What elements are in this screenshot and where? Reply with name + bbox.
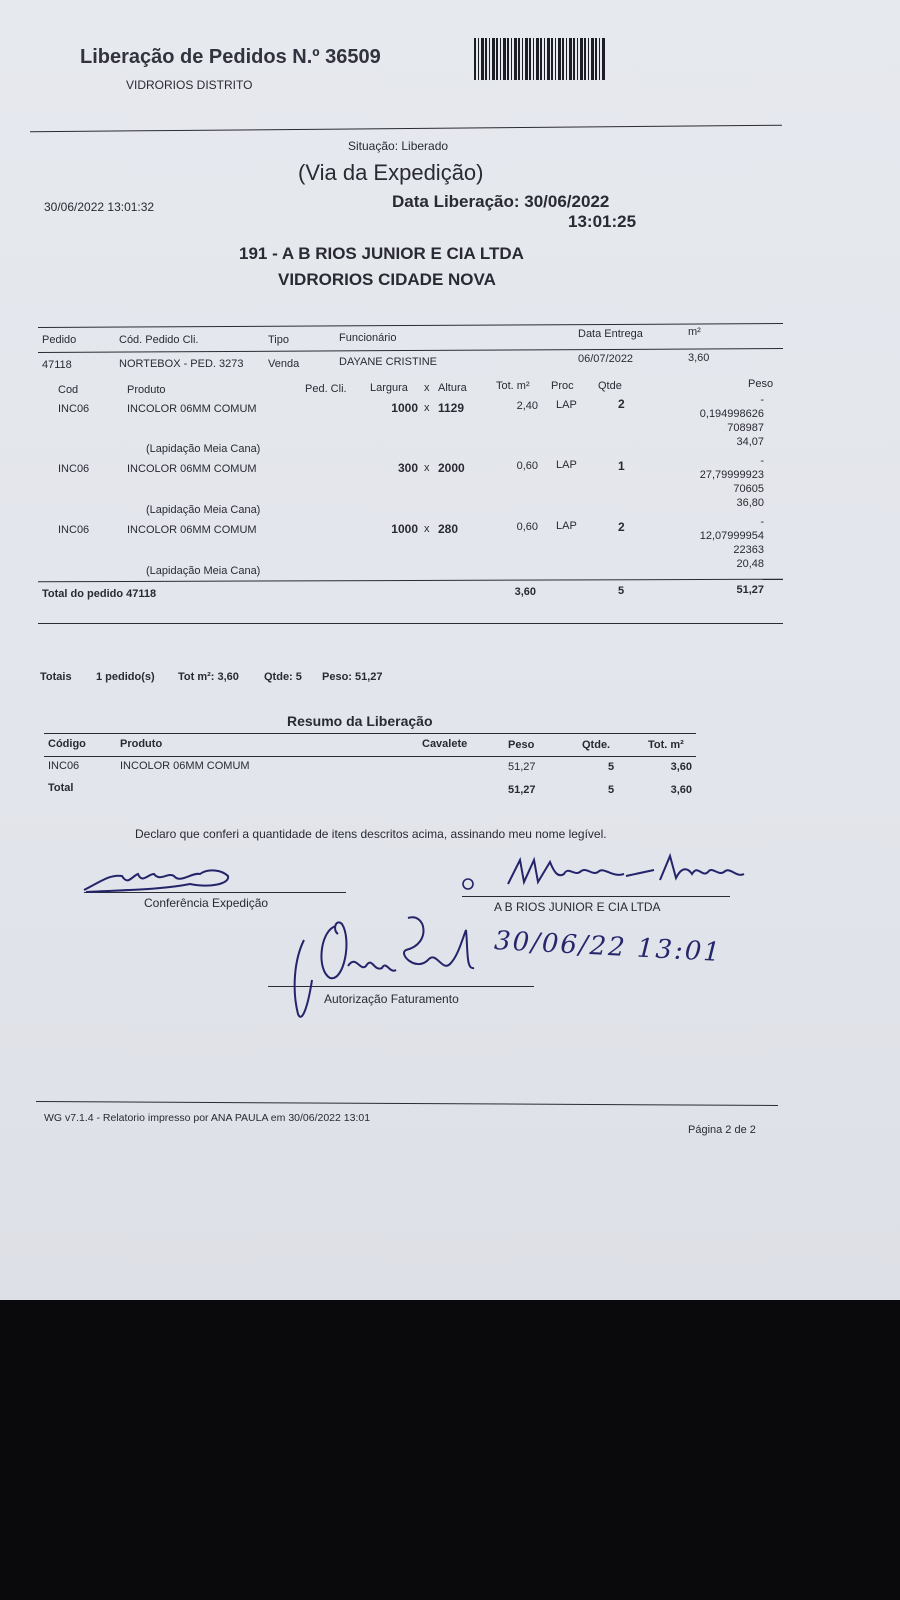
- items-col-produto: Produto: [127, 384, 166, 396]
- item-1-peso-dash: -: [760, 394, 764, 406]
- resumo-total-qtde: 5: [608, 784, 615, 796]
- item-1-qtde: 2: [618, 397, 625, 411]
- item-1-produto: INCOLOR 06MM COMUM: [127, 403, 257, 415]
- item-2-peso-dash: -: [760, 455, 764, 467]
- order-tipo: Venda: [268, 358, 300, 370]
- item-3-largura: 1000: [391, 522, 418, 536]
- item-3-altura: 280: [438, 522, 459, 536]
- items-col-largura: Largura: [370, 382, 408, 394]
- order-bottom-divider: [38, 623, 783, 624]
- resumo-col-tot-m2: Tot. m²: [648, 739, 684, 751]
- item-2-proc: LAP: [556, 459, 577, 471]
- items-col-peso: Peso: [748, 378, 774, 390]
- resumo-col-produto: Produto: [120, 738, 163, 750]
- resumo-col-codigo: Código: [48, 738, 86, 750]
- header-divider: [30, 125, 782, 133]
- item-2-peso-1: 27,79999923: [699, 469, 764, 481]
- item-3-cod: INC06: [58, 524, 90, 536]
- item-2-qtde: 1: [618, 459, 625, 473]
- item-1-altura: 1129: [438, 401, 465, 415]
- item-3-peso-1: 12,07999954: [699, 530, 764, 542]
- col-cod-pedido-cli: Cód. Pedido Cli.: [119, 334, 199, 346]
- footer-report-info: WG v7.1.4 - Relatorio impresso por ANA PAULA em 30/06/2022 13:01: [44, 1112, 371, 1124]
- totals-peso: Peso: 51,27: [322, 671, 383, 683]
- totals-qtde: Qtde: 5: [264, 671, 302, 683]
- order-total-qtde: 5: [618, 585, 625, 597]
- conferencia-signature: [80, 862, 250, 896]
- totals-label: Totais: [40, 671, 72, 683]
- item-2-produto: INCOLOR 06MM COMUM: [127, 463, 257, 475]
- item-3-produto: INCOLOR 06MM COMUM: [127, 524, 257, 536]
- order-total-peso: 51,27: [736, 584, 764, 596]
- resumo-total-tot-m2: 3,60: [670, 784, 692, 796]
- col-data-entrega: Data Entrega: [578, 328, 643, 340]
- col-tipo: Tipo: [268, 334, 289, 346]
- resumo-title: Resumo da Liberação: [287, 713, 433, 729]
- item-3-tot-m2: 0,60: [516, 521, 538, 533]
- autorizacao-label: Autorização Faturamento: [324, 992, 459, 1006]
- order-header-divider: [38, 348, 783, 353]
- resumo-total-label: Total: [48, 782, 74, 794]
- items-col-x: x: [424, 382, 430, 394]
- status-text: Situação: Liberado: [348, 139, 449, 153]
- cliente-label: A B RIOS JUNIOR E CIA LTDA: [494, 900, 661, 914]
- order-cod-cli: NORTEBOX - PED. 3273: [119, 358, 244, 370]
- resumo-row-peso: 51,27: [508, 761, 536, 773]
- resumo-top-divider: [44, 733, 696, 734]
- items-col-altura: Altura: [438, 382, 467, 394]
- resumo-col-qtde: Qtde.: [582, 739, 611, 751]
- item-3-qtde: 2: [618, 520, 625, 534]
- items-col-cod: Cod: [58, 384, 79, 396]
- order-pedido: 47118: [42, 359, 72, 371]
- item-3-obs: (Lapidação Meia Cana): [146, 565, 261, 577]
- resumo-row-codigo: INC06: [48, 760, 80, 772]
- item-1-cod: INC06: [58, 403, 90, 415]
- order-funcionario: DAYANE CRISTINE: [339, 356, 437, 368]
- order-data-entrega: 06/07/2022: [578, 353, 634, 365]
- resumo-col-peso: Peso: [508, 739, 535, 751]
- item-2-cod: INC06: [58, 463, 90, 475]
- item-3-proc: LAP: [556, 520, 577, 532]
- order-top-divider: [38, 323, 783, 328]
- item-1-peso-3: 34,07: [736, 436, 764, 448]
- item-1-largura: 1000: [391, 401, 418, 415]
- item-2-largura: 300: [397, 461, 418, 475]
- background-surface: [0, 1300, 900, 1600]
- printed-timestamp: 30/06/2022 13:01:32: [44, 200, 155, 214]
- handwritten-date: 30/06/22 13:01: [493, 926, 723, 968]
- item-3-peso-dash: -: [760, 516, 764, 528]
- resumo-row-tot-m2: 3,60: [670, 761, 692, 773]
- item-2-peso-3: 36,80: [736, 497, 764, 509]
- autorizacao-signature: [286, 910, 486, 1030]
- resumo-header-divider: [44, 756, 696, 757]
- item-1-proc: LAP: [556, 399, 577, 411]
- barcode: [474, 38, 606, 80]
- cliente-signature: [454, 848, 754, 898]
- resumo-row-produto: INCOLOR 06MM COMUM: [120, 760, 250, 772]
- item-1-peso-2: 708987: [727, 422, 764, 434]
- item-2-peso-2: 70605: [733, 483, 764, 495]
- order-total-label: Total do pedido 47118: [42, 588, 157, 600]
- totals-tot-m2: Tot m²: 3,60: [178, 671, 239, 683]
- item-2-x: x: [424, 462, 430, 474]
- order-m2: 3,60: [688, 352, 710, 364]
- order-total-m2: 3,60: [514, 586, 536, 598]
- items-col-proc: Proc: [551, 380, 574, 392]
- document-title: Liberação de Pedidos N.º 36509: [80, 46, 381, 68]
- resumo-total-peso: 51,27: [508, 784, 536, 796]
- via-title: (Via da Expedição): [298, 160, 484, 185]
- order-total-divider: [38, 579, 783, 583]
- company-name: VIDRORIOS DISTRITO: [126, 78, 253, 92]
- col-m2: m²: [688, 326, 701, 338]
- item-1-x: x: [424, 402, 430, 414]
- client-name: 191 - A B RIOS JUNIOR E CIA LTDA: [239, 244, 524, 263]
- release-date: Data Liberação: 30/06/2022: [392, 192, 610, 211]
- item-2-altura: 2000: [438, 461, 465, 475]
- item-3-peso-3: 20,48: [736, 558, 764, 570]
- conferencia-label: Conferência Expedição: [144, 896, 269, 910]
- col-funcionario: Funcionário: [339, 332, 397, 344]
- footer-divider: [36, 1101, 778, 1106]
- items-col-ped-cli: Ped. Cli.: [305, 383, 347, 395]
- col-pedido: Pedido: [42, 334, 77, 346]
- items-col-qtde: Qtde: [598, 380, 622, 392]
- resumo-col-cavalete: Cavalete: [422, 738, 468, 750]
- items-col-tot-m2: Tot. m²: [496, 380, 530, 392]
- declaration-text: Declaro que conferi a quantidade de itens descritos acima, assinando meu nome legível.: [135, 827, 607, 841]
- release-time: 13:01:25: [568, 212, 637, 231]
- client-store: VIDRORIOS CIDADE NOVA: [278, 270, 496, 289]
- item-1-peso-1: 0,194998626: [699, 408, 764, 420]
- item-2-tot-m2: 0,60: [516, 460, 538, 472]
- item-3-x: x: [424, 523, 430, 535]
- item-1-tot-m2: 2,40: [516, 400, 538, 412]
- item-2-obs: (Lapidação Meia Cana): [146, 504, 261, 516]
- item-3-peso-2: 22363: [733, 544, 764, 556]
- footer-page-number: Página 2 de 2: [688, 1124, 756, 1136]
- totals-pedidos: 1 pedido(s): [96, 671, 155, 683]
- item-1-obs: (Lapidação Meia Cana): [146, 443, 261, 455]
- resumo-row-qtde: 5: [608, 761, 615, 773]
